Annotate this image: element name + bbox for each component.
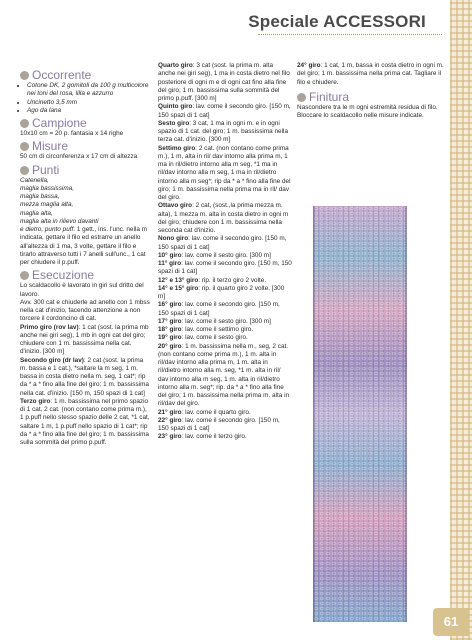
round-label: 21° giro: [158, 408, 182, 416]
round-text: : 3 cat (sost. la prima m. alta anche nei giri seg), 1 ma in costa dietro nel filo posteriore di ogni m e di ogni cat fino alla fine del giro; 1 m. bassissima sulla sommità del primo p.puff. [300 m]: [158, 62, 290, 102]
round-label: 20° giro: [158, 342, 182, 350]
round-instruction: [158, 417, 292, 434]
stitch-line: e dietro, punto puff: [20, 226, 74, 233]
round-label: 16° giro: [158, 301, 182, 309]
round-instruction: [158, 326, 292, 334]
round-instruction: [20, 357, 150, 398]
round-label: Ottavo giro: [158, 202, 193, 210]
section-title: Esecuzione: [32, 268, 95, 283]
page-title: Speciale ACCESSORI: [248, 12, 426, 31]
round-instruction: [158, 260, 292, 277]
stitch-line: maglia alta in rilievo davanti: [20, 217, 99, 225]
round-text: : lav. come il terzo giro.: [181, 433, 247, 441]
round-text: : rip. il terzo giro 2 volte.: [198, 276, 267, 284]
round-text: : lav. come il sesto giro. [300 m]: [181, 317, 271, 325]
stitch-line: maglia bassa,: [20, 193, 60, 200]
round-label: Sesto giro: [158, 119, 190, 127]
puff-stitch-paragraph: [20, 226, 150, 267]
intro-text-2: Avv. 300 cat e chiuderle ad anello con 1 mbss nella cat d'inizio, facendo attenzione a non torcere il cordoncino di cat.: [20, 298, 150, 323]
round-instruction: [158, 334, 292, 342]
round-text: : lav. come il quarto giro.: [181, 408, 251, 416]
round-text: : 1 m. bassissima nella m., seg, 2 cat. (non contano come prima m.), 1 m. alta in ril/dav intorno alla prima m, 1 m. alta in ril/dietro intorno alla m. seg, *1 m. alta in ril/ dav intorno alla m seg, 1 m. alta in ril/dietro intorno alla m. seg*; rip. da * a * fino alla fine del giro; 1 m. bassissima nella prima m. alta in ril/dav del giro.: [158, 342, 290, 408]
round-text: : lav. come il sesto giro.: [181, 334, 248, 342]
round-text: : 1 m. bassissima nel primo spazio di 1 cat, 2 cat. (non contano come prima m.), 1 p.puff nello stesso spazio delle 2 cat, *1 cat, saltare 1 m, 1 p.puff nello spazio di 1 cat*; rip da * a * fino alla fine del giro; 1 m. bassissima sulla sommità del primo p.puff.: [20, 397, 150, 446]
round-label: Secondo giro (dr lav): [20, 356, 84, 364]
round-instruction: [158, 103, 292, 120]
round-label: 24° giro: [297, 62, 321, 69]
bullet-circle-icon: [20, 71, 29, 80]
bullet-circle-icon: [20, 166, 29, 175]
round-text: : lav. come il secondo giro. [150 m, 150 spazi di 1 cat]: [158, 416, 280, 432]
round-text: : lav. come il secondo giro. [150 m, 150 spazi di 1 cat]: [158, 103, 291, 119]
round-text: : lav. come il secondo giro. [150 m, 150 spazi di 1 cat]: [158, 260, 292, 276]
round-label: 10° giro: [158, 251, 182, 259]
round-instruction: [158, 62, 292, 103]
section-misure-heading: [20, 140, 150, 153]
column-2: [158, 62, 292, 442]
stitch-line: Catenella,: [20, 176, 49, 184]
round-instruction: [158, 252, 292, 260]
bullet-circle-icon: [20, 119, 29, 128]
stitch-line: maglia alta,: [20, 209, 53, 217]
round-label: 18° giro: [158, 326, 182, 333]
round-instruction: [158, 433, 292, 441]
gingham-side-strip: [450, 0, 472, 640]
round-instruction: [158, 301, 292, 318]
scarf-photo: [313, 206, 407, 622]
round-text: : lav. come il secondo giro. [150 m, 150 spazi di 1 cat]: [158, 235, 287, 251]
size-text: 50 cm di circonferenza x 17 cm di altezza: [20, 153, 138, 161]
round-instruction: [158, 277, 292, 285]
column-1: [20, 67, 150, 447]
finishing-text: Nascondere tra le m ogni estremità residua di filo. Bloccare lo scaldacollo nelle misure indicate.: [297, 103, 438, 119]
round-instruction: [158, 120, 292, 145]
round-text: : lav. come il secondo giro. [150 m, 150 spazi di 1 cat]: [158, 301, 280, 317]
stitch-line: maglia bassissima,: [20, 184, 74, 192]
round-label: Settimo giro: [158, 144, 196, 152]
round-instruction: [158, 285, 292, 302]
gauge-text: 10x10 cm = 20 p. fantasia x 14 righe: [20, 130, 124, 137]
round-label: Nono giro: [158, 235, 189, 243]
round-label: 14° e 15° giro: [158, 284, 199, 292]
header-divider: [258, 34, 442, 35]
section-campione-heading: [20, 117, 150, 130]
round-instruction: [297, 62, 447, 87]
page-number: 61: [433, 608, 469, 636]
round-instruction: [158, 409, 292, 417]
round-text: : 1 cat (sost. la prima mb anche nei giri seg), 1 mb in ogni cat del giro; chiudere con 1 m. bassissima nella cat. d'inizio. [300 m]: [20, 323, 149, 356]
round-instruction: [20, 324, 150, 357]
round-instruction: [20, 398, 150, 448]
round-text: : 2 cat (sost. la prima m. bassa e 1 cat.), *saltare la m seg, 1 m. bassa in costa dietro nella m. seg, 1 cat*; rip da * a * fino alla fine del giro; 1 m. bassissima nella cat. d'inizio. [150 m, 150 spazi di 1 cat]: [20, 356, 149, 397]
round-label: Quinto giro: [158, 103, 193, 111]
round-instruction: [158, 235, 292, 252]
list-item: • Cotone DK, 2 gomitoli da 100 g multicolore nei toni del rosa, lilla e azzurro: [27, 82, 150, 99]
round-text: : lav. come il settimo giro.: [181, 326, 254, 333]
section-title: Punti: [32, 162, 60, 177]
round-label: 12° e 13° giro: [158, 276, 199, 284]
bullet-circle-icon: [20, 271, 29, 280]
round-label: 17° giro: [158, 317, 182, 325]
round-text: : lav. come il sesto giro. [300 m]: [181, 251, 271, 259]
round-label: 19° giro: [158, 334, 182, 342]
round-text: : 2 cat, (sost.,la prima mezza m. alta), 1 mezza m. alta in costa dietro in ogni m del giro; chiudere con 1 m. bassissima nella seconda cat d'inizio.: [158, 202, 289, 234]
round-label: 11° giro: [158, 260, 182, 267]
stitch-line: mezza maglia alta,: [20, 201, 74, 209]
section-title: Occorrente: [32, 68, 92, 82]
section-esecuzione-heading: [20, 269, 150, 282]
round-label: Quarto giro: [158, 62, 193, 69]
crochet-scarf-image: [313, 206, 407, 622]
round-text: : rip. il quarto giro 2 volte. [300 m]: [158, 284, 285, 300]
round-text: : 1 cat, 1 m, bassa in costa dietro in ogni m. del giro; 1 m. bassissima nella prima cat. Tagliare il filo e chiudere.: [297, 62, 444, 86]
round-text: : 2 cat. (non contano come prima m.), 1 m, alta in ril/ dav intorno alla prima m, 1 ma in ril/dietro intorno alla m seg, *1 ma in ril/dav intorno alla m seg, 1 ma in ril/dietro intorno alla m seg*; rip da * a * fino alla fine del giro; 1 m. bassissima nella prima ma in ril/ dav del giro.: [158, 144, 291, 201]
round-instruction: [158, 145, 292, 203]
round-label: 23° giro: [158, 433, 182, 441]
column-3: [297, 62, 447, 120]
bullet-circle-icon: [297, 93, 306, 102]
list-item: • Ago da lana: [27, 107, 150, 115]
bullet-circle-icon: [20, 142, 29, 151]
round-text: : 3 cat, 1 ma in ogni m. e in ogni spazio di 1 cat. del giro; 1 m. bassissima nella terza cat. d'inizio. [300 m]: [158, 119, 289, 144]
puff-stitch-text: : 1 gett., ins. l'unc. nella m indicata, gettare il filo ed estrarre un anello all'altezza di 1 ma, 3 volte, gettare il filo e tirarlo attraverso tutti i 7 anelli sull'unc., 1 cat per chiudere il p.puff.: [20, 226, 147, 266]
list-item: • Uncinetto 3,5 mm: [27, 99, 150, 107]
section-title: Campione: [32, 116, 87, 130]
section-finitura-heading: [297, 91, 447, 104]
round-label: Terzo giro: [20, 397, 51, 405]
intro-text: Lo scaldacollo è lavorato in giri sul dritto del lavoro.: [20, 282, 144, 298]
round-instruction: [158, 202, 292, 235]
round-label: 22° giro: [158, 416, 182, 424]
section-title: Misure: [32, 139, 69, 154]
materials-list: [20, 82, 150, 115]
section-punti-heading: [20, 164, 150, 177]
section-title: Finitura: [309, 89, 350, 104]
round-label: Primo giro (rov lav): [20, 323, 79, 331]
round-instruction: [158, 343, 292, 409]
round-instruction: [158, 318, 292, 326]
section-occorrente-heading: [20, 69, 150, 82]
